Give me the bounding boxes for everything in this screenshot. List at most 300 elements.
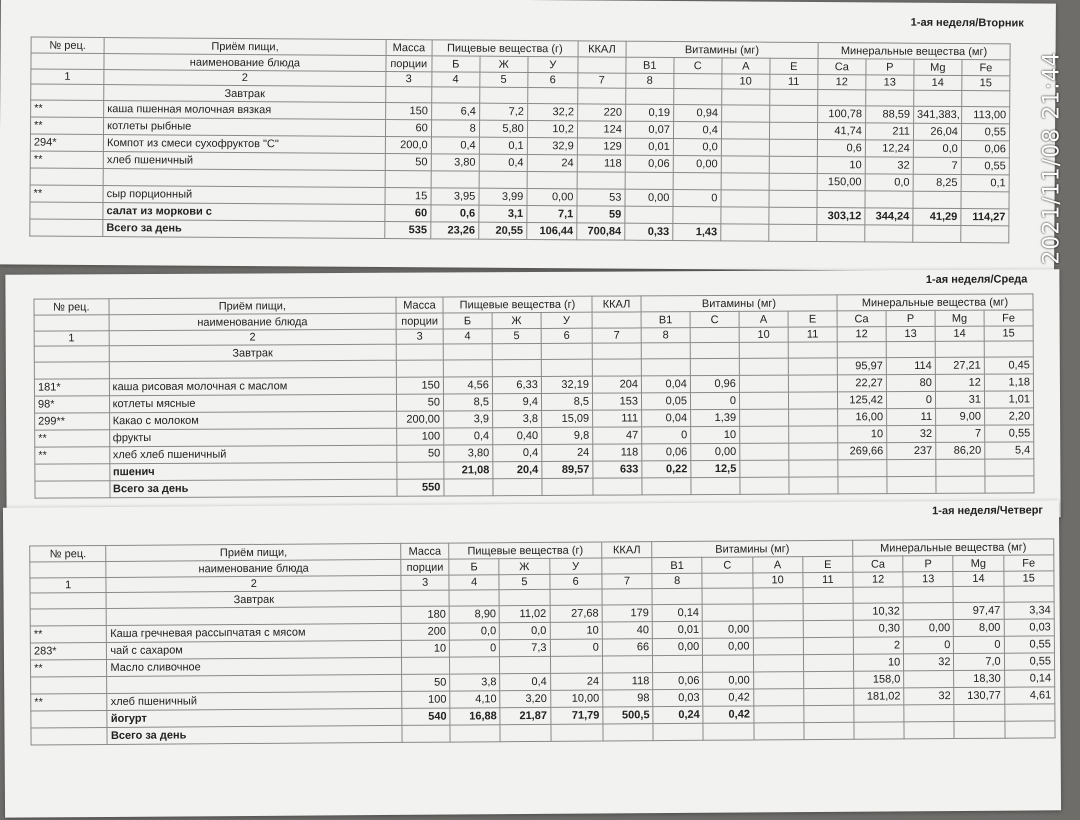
column-number: 8	[626, 73, 674, 88]
value-cell	[769, 190, 817, 207]
value-cell: 0,03	[653, 689, 703, 706]
value-cell	[936, 476, 985, 493]
recipe-number	[34, 362, 109, 379]
value-cell: 158,0	[854, 671, 904, 688]
value-cell: 118	[577, 155, 625, 172]
value-cell: 179	[602, 605, 652, 622]
value-cell: 118	[593, 444, 642, 461]
cell	[690, 342, 739, 358]
value-cell: 3,9	[443, 411, 492, 428]
value-cell	[754, 723, 804, 740]
value-cell	[673, 173, 721, 190]
value-cell	[740, 409, 789, 426]
value-cell	[865, 191, 913, 208]
value-cell	[789, 409, 838, 426]
value-cell: 3,99	[479, 188, 527, 205]
value-cell	[903, 603, 953, 620]
value-cell: 129	[577, 138, 625, 155]
value-cell: 0,55	[1004, 653, 1054, 670]
value-cell: 344,24	[865, 208, 913, 225]
column-number: 11	[770, 74, 818, 89]
value-cell: 24	[527, 154, 577, 171]
value-cell	[1005, 721, 1055, 738]
dish-name: салат из моркови с	[103, 203, 385, 222]
header-cell: Витамины (мг)	[626, 41, 818, 58]
value-cell	[803, 688, 853, 705]
value-cell: 0,00	[673, 156, 721, 173]
header-cell: E	[788, 311, 837, 327]
value-cell	[913, 225, 961, 242]
column-number: 13	[886, 326, 935, 341]
value-cell: 0,0	[865, 174, 913, 191]
value-cell: 0,42	[703, 689, 753, 706]
value-cell	[769, 122, 817, 139]
header-cell: Б	[443, 313, 492, 329]
value-cell: 0,04	[642, 410, 691, 427]
value-cell: 0,03	[1004, 619, 1054, 636]
value-cell: 0,06	[642, 444, 691, 461]
header-cell: № рец.	[31, 37, 104, 54]
dish-name: Каша гречневая рассыпчатая с мясом	[107, 623, 402, 642]
value-cell: 0,24	[653, 706, 703, 723]
value-cell: 130,77	[954, 687, 1004, 704]
value-cell: 0	[954, 636, 1004, 653]
value-cell: 0,4	[500, 673, 550, 690]
value-cell: 181,02	[854, 688, 904, 705]
value-cell	[803, 603, 853, 620]
value-cell	[769, 224, 817, 241]
value-cell	[550, 656, 603, 673]
value-cell: 41,29	[913, 208, 961, 225]
value-cell	[753, 638, 803, 655]
value-cell: 22,27	[837, 375, 886, 392]
value-cell	[769, 207, 817, 224]
value-cell: 20,55	[478, 222, 526, 239]
column-number: 5	[492, 328, 541, 343]
value-cell	[753, 672, 803, 689]
value-cell	[789, 426, 838, 443]
header-cell: B1	[652, 557, 702, 573]
value-cell	[769, 105, 817, 122]
column-number: 2	[104, 70, 386, 87]
value-cell	[431, 171, 479, 188]
value-cell	[450, 657, 500, 674]
value-cell: 0,1	[479, 137, 527, 154]
menu-sheet-wednesday	[5, 269, 1060, 523]
dish-name	[103, 169, 385, 188]
value-cell: 3,80	[444, 445, 493, 462]
value-cell: 113,00	[961, 107, 1009, 124]
header-cell: B1	[641, 312, 690, 328]
value-cell	[961, 226, 1009, 243]
header-cell: № рец.	[34, 299, 109, 315]
value-cell: 0	[673, 190, 721, 207]
value-cell: 0,4	[479, 154, 527, 171]
value-cell: 150	[396, 377, 443, 394]
column-number: 15	[1004, 571, 1054, 586]
value-cell: 2	[853, 637, 903, 654]
dish-name	[107, 674, 402, 693]
header-cell: E	[803, 556, 853, 572]
cell	[602, 589, 652, 605]
recipe-number	[30, 168, 103, 186]
value-cell: 0,0	[673, 139, 721, 156]
column-number: 11	[803, 572, 853, 587]
value-cell: 10	[691, 426, 740, 443]
value-cell: 0,55	[961, 124, 1009, 141]
value-cell: 100,78	[817, 106, 865, 123]
value-cell	[769, 139, 817, 156]
recipe-number: 299**	[35, 413, 110, 430]
value-cell	[753, 604, 803, 621]
value-cell	[444, 479, 493, 496]
column-number: 12	[818, 75, 866, 90]
value-cell: 50	[385, 154, 431, 171]
cell	[953, 586, 1003, 602]
column-number: 3	[401, 575, 449, 590]
value-cell	[625, 206, 673, 223]
value-cell: 0,30	[853, 620, 903, 637]
value-cell: 150,00	[817, 174, 865, 191]
cell	[903, 587, 953, 603]
value-cell: 10	[817, 157, 865, 174]
value-cell: 3,95	[431, 188, 479, 205]
column-number: 7	[578, 73, 626, 88]
value-cell	[788, 375, 837, 392]
header-cell: Витамины (мг)	[641, 295, 837, 312]
value-cell: 0,14	[1004, 670, 1054, 687]
column-number: 12	[853, 572, 903, 587]
cell	[866, 90, 914, 106]
value-cell	[739, 392, 788, 409]
header-cell: P	[886, 310, 935, 326]
value-cell	[721, 207, 769, 224]
value-cell: 1,01	[984, 391, 1033, 408]
column-number: 14	[953, 571, 1003, 586]
value-cell	[592, 359, 641, 376]
value-cell: 53	[577, 189, 625, 206]
value-cell	[904, 722, 954, 739]
header-cell: Б	[449, 559, 499, 575]
value-cell: 6,33	[492, 376, 541, 393]
dish-name: хлеб пшеничный	[107, 691, 402, 710]
recipe-number	[31, 676, 108, 694]
value-cell: 550	[397, 479, 444, 496]
value-cell	[721, 122, 769, 139]
column-number	[702, 573, 752, 588]
column-number: 13	[903, 572, 953, 587]
value-cell: 6,4	[431, 103, 479, 120]
header-cell: Пищевые вещества (г)	[443, 296, 592, 313]
value-cell: 32,2	[527, 103, 577, 120]
value-cell: 18,30	[954, 670, 1004, 687]
value-cell	[804, 705, 854, 722]
value-cell: 0,06	[625, 155, 673, 172]
value-cell: 0,4	[493, 444, 542, 461]
header-cell: A	[752, 557, 802, 573]
value-cell: 16,00	[838, 409, 887, 426]
header-cell: Ж	[492, 312, 541, 328]
header-cell: У	[549, 558, 602, 574]
value-cell	[642, 478, 691, 495]
value-cell	[838, 477, 887, 494]
recipe-number	[30, 608, 107, 626]
column-number: 5	[480, 72, 528, 87]
value-cell	[702, 604, 752, 621]
cell	[550, 589, 603, 605]
value-cell: 0	[690, 392, 739, 409]
header-cell: P	[903, 556, 953, 572]
value-cell	[913, 191, 961, 208]
value-cell: 7	[936, 425, 985, 442]
value-cell	[740, 477, 789, 494]
cell	[492, 343, 541, 359]
value-cell: 100	[397, 428, 444, 445]
value-cell: 200,00	[397, 411, 444, 428]
value-cell: 98	[603, 690, 653, 707]
column-number: 8	[652, 573, 702, 588]
header-cell: Fe	[1003, 555, 1053, 571]
value-cell	[769, 156, 817, 173]
header-cell: Приём пищи,	[104, 38, 386, 56]
header-cell: наименование блюда	[109, 313, 397, 331]
value-cell: 9,4	[492, 393, 541, 410]
value-cell: 303,12	[817, 208, 865, 225]
cell	[702, 588, 752, 604]
value-cell	[625, 172, 673, 189]
header-cell: ККАЛ	[602, 542, 652, 558]
column-number: 11	[788, 327, 837, 342]
value-cell	[803, 620, 853, 637]
cell	[30, 592, 107, 609]
header-cell: A	[722, 58, 770, 74]
recipe-number: 283*	[30, 642, 107, 660]
dish-name: хлеб пшеничный	[103, 152, 385, 171]
header-cell: Минеральные вещества (мг)	[853, 539, 1054, 556]
recipe-number	[30, 219, 103, 237]
cell	[722, 89, 770, 105]
recipe-number	[30, 202, 103, 220]
header-cell: C	[690, 311, 739, 327]
value-cell	[721, 105, 769, 122]
value-cell: 0,55	[1004, 636, 1054, 653]
value-cell: 8,00	[954, 619, 1004, 636]
value-cell: 341,383,	[913, 106, 961, 123]
value-cell	[703, 723, 753, 740]
value-cell	[397, 462, 444, 479]
value-cell	[641, 359, 690, 376]
value-cell: 5,80	[479, 120, 527, 137]
value-cell	[721, 156, 769, 173]
value-cell: 8,5	[541, 393, 592, 410]
value-cell: 124	[577, 121, 625, 138]
recipe-number: **	[31, 100, 104, 118]
dish-name: котлеты мясные	[109, 394, 397, 413]
value-cell: 0,4	[431, 137, 479, 154]
value-cell: 12,24	[865, 140, 913, 157]
cell	[914, 90, 962, 106]
column-number: 14	[914, 75, 962, 90]
column-number: 6	[541, 328, 592, 343]
value-cell	[690, 358, 739, 375]
header-cell: B1	[626, 57, 674, 73]
header-cell	[31, 53, 104, 70]
value-cell	[653, 723, 703, 740]
value-cell	[936, 459, 985, 476]
value-cell	[854, 705, 904, 722]
value-cell: 16,88	[450, 708, 500, 725]
value-cell	[854, 722, 904, 739]
menu-sheet-tuesday	[0, 0, 1056, 272]
column-number: 2	[109, 329, 397, 346]
dish-name: Какао с молоком	[109, 411, 397, 430]
value-cell	[985, 459, 1034, 476]
recipe-number: **	[30, 625, 107, 643]
value-cell: 237	[887, 442, 936, 459]
value-cell: 60	[385, 205, 431, 222]
meal-label: Завтрак	[106, 590, 401, 608]
sheet-title: 1-ая неделя/Вторник	[910, 16, 1024, 30]
value-cell	[402, 725, 450, 742]
value-cell: 80	[886, 374, 935, 391]
value-cell: 0,40	[493, 427, 542, 444]
value-cell: 40	[602, 622, 652, 639]
value-cell	[904, 705, 954, 722]
column-number: 10	[752, 573, 802, 588]
value-cell: 11,02	[499, 605, 549, 622]
cell	[886, 341, 935, 357]
value-cell: 0,06	[653, 672, 703, 689]
cell	[739, 342, 788, 358]
header-cell: порции	[386, 56, 432, 72]
column-number: 10	[739, 327, 788, 342]
value-cell: 0,05	[641, 393, 690, 410]
value-cell	[740, 460, 789, 477]
value-cell: 11	[887, 408, 936, 425]
value-cell: 535	[385, 222, 431, 239]
value-cell: 0,0	[913, 140, 961, 157]
header-cell: A	[739, 311, 788, 327]
value-cell: 0,00	[691, 443, 740, 460]
dish-name: Всего за день	[103, 220, 385, 239]
cell	[626, 88, 674, 104]
value-cell	[673, 207, 721, 224]
value-cell	[721, 224, 769, 241]
value-cell: 0,00	[903, 620, 953, 637]
value-cell: 0,00	[703, 621, 753, 638]
value-cell: 15,09	[541, 410, 592, 427]
value-cell: 106,44	[526, 222, 576, 239]
value-cell: 4,10	[450, 691, 500, 708]
value-cell: 0	[904, 637, 954, 654]
header-cell: наименование блюда	[106, 559, 401, 577]
value-cell	[721, 173, 769, 190]
value-cell: 0,33	[625, 223, 673, 240]
value-cell: 5,4	[985, 442, 1034, 459]
value-cell: 153	[592, 393, 641, 410]
value-cell: 3,34	[1004, 602, 1054, 619]
column-number: 2	[106, 575, 401, 592]
header-cell: Минеральные вещества (мг)	[837, 294, 1033, 311]
value-cell: 27,68	[550, 605, 603, 622]
dish-name: пшенич	[109, 462, 397, 481]
value-cell	[753, 621, 803, 638]
value-cell	[443, 360, 492, 377]
value-cell	[691, 477, 740, 494]
value-cell: 8,25	[913, 174, 961, 191]
value-cell: 0	[886, 391, 935, 408]
value-cell	[493, 478, 542, 495]
value-cell	[887, 459, 936, 476]
recipe-number: **	[35, 447, 110, 464]
dish-name: Всего за день	[107, 725, 402, 744]
column-number: 13	[866, 75, 914, 90]
value-cell: 10,2	[527, 120, 577, 137]
value-cell: 0	[550, 639, 603, 656]
value-cell	[789, 460, 838, 477]
value-cell: 32	[904, 688, 954, 705]
value-cell: 86,20	[936, 442, 985, 459]
value-cell: 8	[431, 120, 479, 137]
value-cell: 10	[402, 640, 450, 657]
header-cell: P	[866, 59, 914, 75]
cell	[770, 89, 818, 105]
header-cell: C	[674, 58, 722, 74]
value-cell: 0,22	[642, 461, 691, 478]
value-cell	[804, 722, 854, 739]
cell	[34, 346, 109, 362]
column-number: 15	[984, 326, 1033, 341]
column-number: 10	[722, 74, 770, 89]
cell	[652, 588, 702, 604]
value-cell: 0,4	[673, 122, 721, 139]
value-cell	[753, 689, 803, 706]
value-cell: 9,00	[936, 408, 985, 425]
value-cell: 700,84	[577, 223, 625, 240]
dish-name: каша пшенная молочная вязкая	[104, 101, 386, 120]
value-cell	[602, 656, 652, 673]
value-cell	[721, 190, 769, 207]
column-number: 15	[962, 76, 1010, 91]
recipe-number: **	[30, 185, 103, 203]
value-cell: 0,07	[625, 121, 673, 138]
cell	[803, 587, 853, 603]
column-number: 1	[31, 69, 104, 85]
value-cell: 0,19	[625, 104, 673, 121]
cell	[837, 342, 886, 358]
value-cell: 20,4	[493, 461, 542, 478]
value-cell: 66	[602, 639, 652, 656]
value-cell: 0,04	[641, 376, 690, 393]
value-cell: 32,9	[527, 137, 577, 154]
value-cell	[500, 724, 550, 741]
cell	[788, 342, 837, 358]
value-cell	[653, 655, 703, 672]
value-cell: 4,56	[443, 377, 492, 394]
header-cell: ККАЛ	[592, 296, 641, 312]
value-cell: 12	[935, 374, 984, 391]
header-cell: порции	[401, 559, 449, 575]
value-cell	[789, 443, 838, 460]
header-cell: Ж	[499, 558, 549, 574]
value-cell: 8,90	[449, 606, 499, 623]
value-cell: 3,8	[492, 410, 541, 427]
header-cell: У	[528, 57, 578, 73]
column-number: 3	[386, 72, 432, 87]
value-cell: 0,0	[449, 623, 499, 640]
value-cell	[838, 460, 887, 477]
value-cell: 220	[577, 104, 625, 121]
